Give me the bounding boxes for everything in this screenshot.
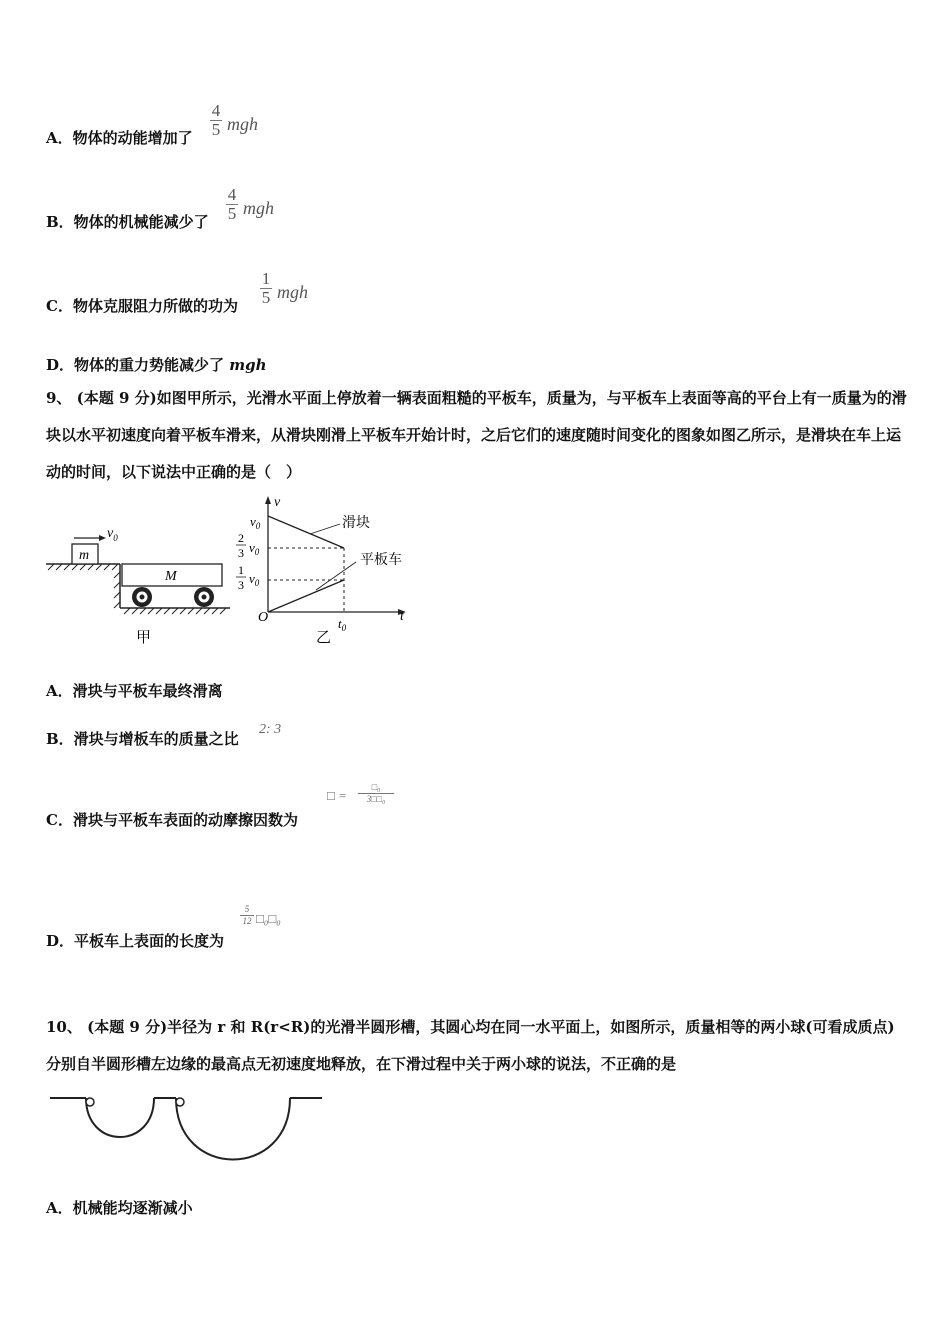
svg-text:3: 3 bbox=[238, 546, 244, 560]
fraction-denominator: 5 bbox=[261, 288, 271, 307]
q10-option-a-text: A．机械能均逐渐减小 bbox=[46, 1199, 193, 1217]
q8-option-b bbox=[46, 212, 209, 232]
q10-stem: 10、 (本题 9 分)半径为 r 和 R(r<R)的光滑半圆形槽，其圆心均在同一水平面上，如图所示，质量相等的两小球(可看成质点)分别自半圆形槽左边缘的最高点无初速度地释放，在下滑过程中关于两小球的说法，不正确的是 bbox=[46, 1018, 895, 1073]
tick-two-thirds-v0 bbox=[236, 531, 260, 560]
axis-t-label: t bbox=[400, 609, 404, 624]
fraction-denominator: 5 bbox=[227, 204, 237, 223]
small-ball-left bbox=[86, 1098, 94, 1106]
svg-text:3: 3 bbox=[238, 578, 244, 592]
q9-option-b bbox=[46, 729, 239, 749]
tick-v0: $v_0$ bbox=[250, 514, 261, 531]
fraction-numerator: 5 bbox=[244, 904, 250, 914]
q8-option-a-expr: mgh bbox=[227, 114, 258, 134]
fraction-denominator: 12 bbox=[242, 916, 252, 926]
q9-option-c-expr-fraction bbox=[358, 782, 394, 805]
q9-figure-yi bbox=[232, 492, 417, 652]
q9-option-d-expr-fraction bbox=[240, 904, 254, 927]
fraction-denominator: 3□□₀ bbox=[366, 794, 386, 804]
q8-option-d-expr: mgh bbox=[229, 356, 267, 374]
fraction-numerator: 4 bbox=[211, 101, 221, 120]
q8-option-b-fraction bbox=[226, 186, 238, 223]
legend-cart: 平板车 bbox=[360, 553, 402, 568]
q9-option-d-expr-rest: □₀□₀ bbox=[256, 911, 281, 926]
block-m-label: m bbox=[79, 548, 90, 563]
q8-option-b-expr: mgh bbox=[243, 198, 274, 218]
q8-option-c-fraction bbox=[260, 270, 272, 307]
q8-option-c-text: C．物体克服阻力所做的功为 bbox=[46, 297, 238, 315]
cart-M-label: M bbox=[165, 569, 177, 584]
q8-option-a bbox=[46, 128, 193, 148]
q8-option-b-text: B．物体的机械能减少了 bbox=[46, 213, 209, 231]
q9-option-d bbox=[46, 931, 224, 951]
q9-option-c bbox=[46, 810, 298, 830]
q8-option-c bbox=[46, 296, 238, 316]
q9-option-a-text: A．滑块与平板车最终滑离 bbox=[46, 682, 223, 700]
q9-option-d-text: D．平板车上表面的长度为 bbox=[46, 932, 225, 950]
axis-v-label: v bbox=[274, 495, 281, 510]
fraction-numerator: 1 bbox=[261, 269, 271, 288]
small-ball-right bbox=[176, 1098, 184, 1106]
q10-figure bbox=[46, 1090, 326, 1165]
q9-figure-jia bbox=[44, 520, 234, 650]
block-velocity-line bbox=[268, 516, 344, 548]
svg-text:v0: $v_0$ bbox=[249, 571, 260, 588]
q9-option-b-expr: 2: 3 bbox=[259, 722, 282, 737]
cart-velocity-line bbox=[268, 580, 344, 612]
tick-one-third-v0 bbox=[236, 563, 260, 592]
q8-option-d-text: D．物体的重力势能减少了 bbox=[46, 356, 225, 374]
q9-option-a bbox=[46, 681, 223, 701]
fraction-denominator: 5 bbox=[211, 120, 221, 139]
figure-yi-caption: 乙 bbox=[316, 630, 332, 646]
legend-block: 滑块 bbox=[342, 516, 370, 531]
svg-text:2: 2 bbox=[238, 531, 244, 545]
q9-option-c-text: C．滑块与平板车表面的动摩擦因数为 bbox=[46, 811, 298, 829]
q10-option-a bbox=[46, 1198, 193, 1218]
figure-jia-caption: 甲 bbox=[136, 630, 152, 646]
svg-text:1: 1 bbox=[238, 563, 244, 577]
q9-stem: 9、 (本题 9 分)如图甲所示，光滑水平面上停放着一辆表面粗糙的平板车，质量为，与平板车上表面等高的平台上有一质量为的滑块以水平初速度向着平板车滑来，从滑块刚滑上平板车开始计时，之后它们的速度随时间变化的图象如图乙所示，是滑块在车上运动的时间，以下说法中正确的是（ ） bbox=[46, 389, 907, 481]
tick-t0: $t_0$ bbox=[338, 616, 347, 633]
q9-option-c-expr-lhs: □ = bbox=[327, 788, 347, 803]
q9-option-b-text: B．滑块与增板车的质量之比 bbox=[46, 730, 239, 748]
q8-option-a-fraction bbox=[210, 102, 222, 139]
q8-option-d bbox=[46, 355, 267, 375]
fraction-numerator: □₀ bbox=[371, 782, 381, 792]
fraction-numerator: 4 bbox=[227, 185, 237, 204]
velocity-v0-label: $v_0$ bbox=[107, 526, 118, 543]
q8-option-c-expr: mgh bbox=[277, 282, 308, 302]
q8-option-a-text: A．物体的动能增加了 bbox=[46, 129, 193, 147]
origin-label: O bbox=[258, 610, 269, 625]
svg-text:v0: $v_0$ bbox=[249, 540, 260, 557]
